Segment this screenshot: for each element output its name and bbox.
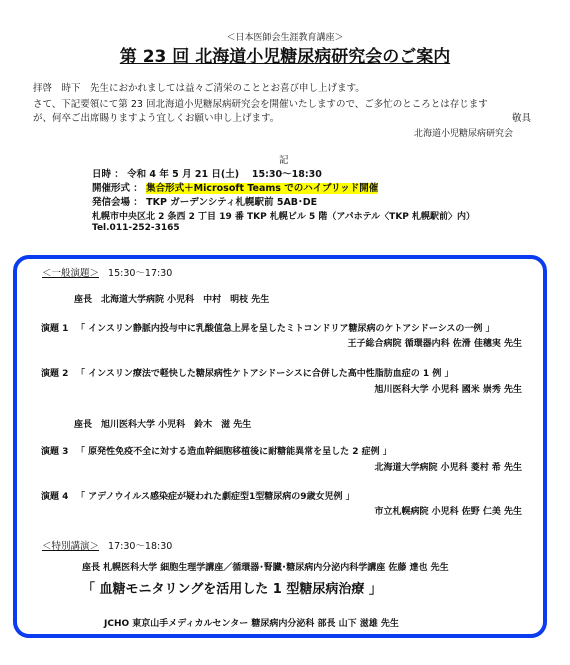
talk-1-number: 演題 1 — [41, 324, 69, 334]
organizer-label: ＜日本医師会生涯教育講座＞ — [226, 33, 344, 43]
talk-1-title: 「 インスリン静脈内投与中に乳酸值急上昇を呈したミトコンドリア糖尿病のケトアシドーシスの一例 」 — [76, 324, 495, 334]
talk-2-number: 演題 2 — [41, 369, 69, 379]
talk-4-speaker: 市立札幌病院 小児科 佐野 仁美 先生 — [374, 507, 522, 517]
page-title: 第 23 回 北海道小児糖尿病研究会のご案内 — [119, 47, 451, 67]
special-title: 「 血糖モニタリングを活用した 1 型糖尿病治療 」 — [82, 582, 382, 597]
ki-mark: 記 — [279, 155, 289, 166]
special-chair: 座長 札幌医科大学 細胞生理学講座／循環器･腎臓･糖尿病内分泌内科学講座 佐藤 達也 先生 — [82, 563, 449, 573]
detail-tel: Tel.011-252-3165 — [92, 223, 180, 233]
general-time: 15:30～17:30 — [108, 268, 173, 279]
detail-format-value: 集合形式＋Microsoft Teams でのハイブリッド開催 — [146, 183, 379, 194]
special-heading: ＜特別講演＞ — [42, 541, 100, 552]
talk-3-title: 「 原発性免疫不全に対する造血幹細胞移植後に耐糖能異常を呈した 2 症例 」 — [76, 447, 392, 457]
letter-line-3: が、何卒ご出席賜りますよう宜しくお願い申し上げます。 — [33, 113, 280, 124]
special-time: 17:30～18:30 — [108, 541, 173, 552]
general-heading: ＜一般演題＞ — [42, 268, 100, 279]
talk-2-title: 「 インスリン療法で軽快した糖尿病性ケトアシドーシスに合併した高中性脂肪血症の 1 例 」 — [76, 369, 454, 379]
letter-signature: 北海道小児糖尿病研究会 — [414, 129, 514, 139]
talk-3-number: 演題 3 — [41, 447, 69, 457]
letter-line-1: 拝啓 時下 先生におかれましては益々ご清栄のこととお喜び申し上げます。 — [33, 83, 365, 94]
detail-address: 札幌市中央区北 2 条西 2 丁目 19 番 TKP 札幌ビル 5 階（アパホテル〈TKP 札幌駅前〉内） — [92, 212, 476, 222]
detail-date: 日時 ： 令和 4 年 5 月 21 日(土) 15:30～18:30 — [92, 169, 322, 180]
letter-line-2: さて、下記要領にて第 23 回北海道小児糖尿病研究会を開催いたしますので、ご多忙のところとは存じます — [33, 99, 488, 110]
talk-4-number: 演題 4 — [41, 492, 69, 502]
chair-1: 座長 北海道大学病院 小児科 中村 明枝 先生 — [74, 295, 270, 305]
talk-2-speaker: 旭川医科大学 小児科 國米 崇秀 先生 — [374, 385, 522, 395]
letter-closing: 敬具 — [512, 113, 532, 124]
detail-format — [92, 180, 378, 194]
talk-1-speaker: 王子総合病院 循環器内科 佐滑 佳穗実 先生 — [347, 339, 522, 349]
general-heading-line — [42, 265, 172, 279]
talk-3-speaker: 北海道大学病院 小児科 菱村 希 先生 — [374, 463, 522, 473]
special-speaker: JCHO 東京山手メディカルセンター 糖尿病内分泌科 部長 山下 滋雄 先生 — [104, 619, 399, 629]
detail-venue: 発信会場 ： TKP ガーデンシティ札幌駅前 5AB･DE — [92, 197, 318, 208]
talk-4-title: 「 アデノウイルス感染症が疑われた劇症型1型糖尿病の9歳女児例 」 — [76, 492, 355, 502]
chair-2: 座長 旭川医科大学 小児科 鈴木 滋 先生 — [74, 420, 252, 430]
detail-format-label: 開催形式 ： — [92, 183, 143, 194]
special-heading-line — [42, 538, 172, 552]
